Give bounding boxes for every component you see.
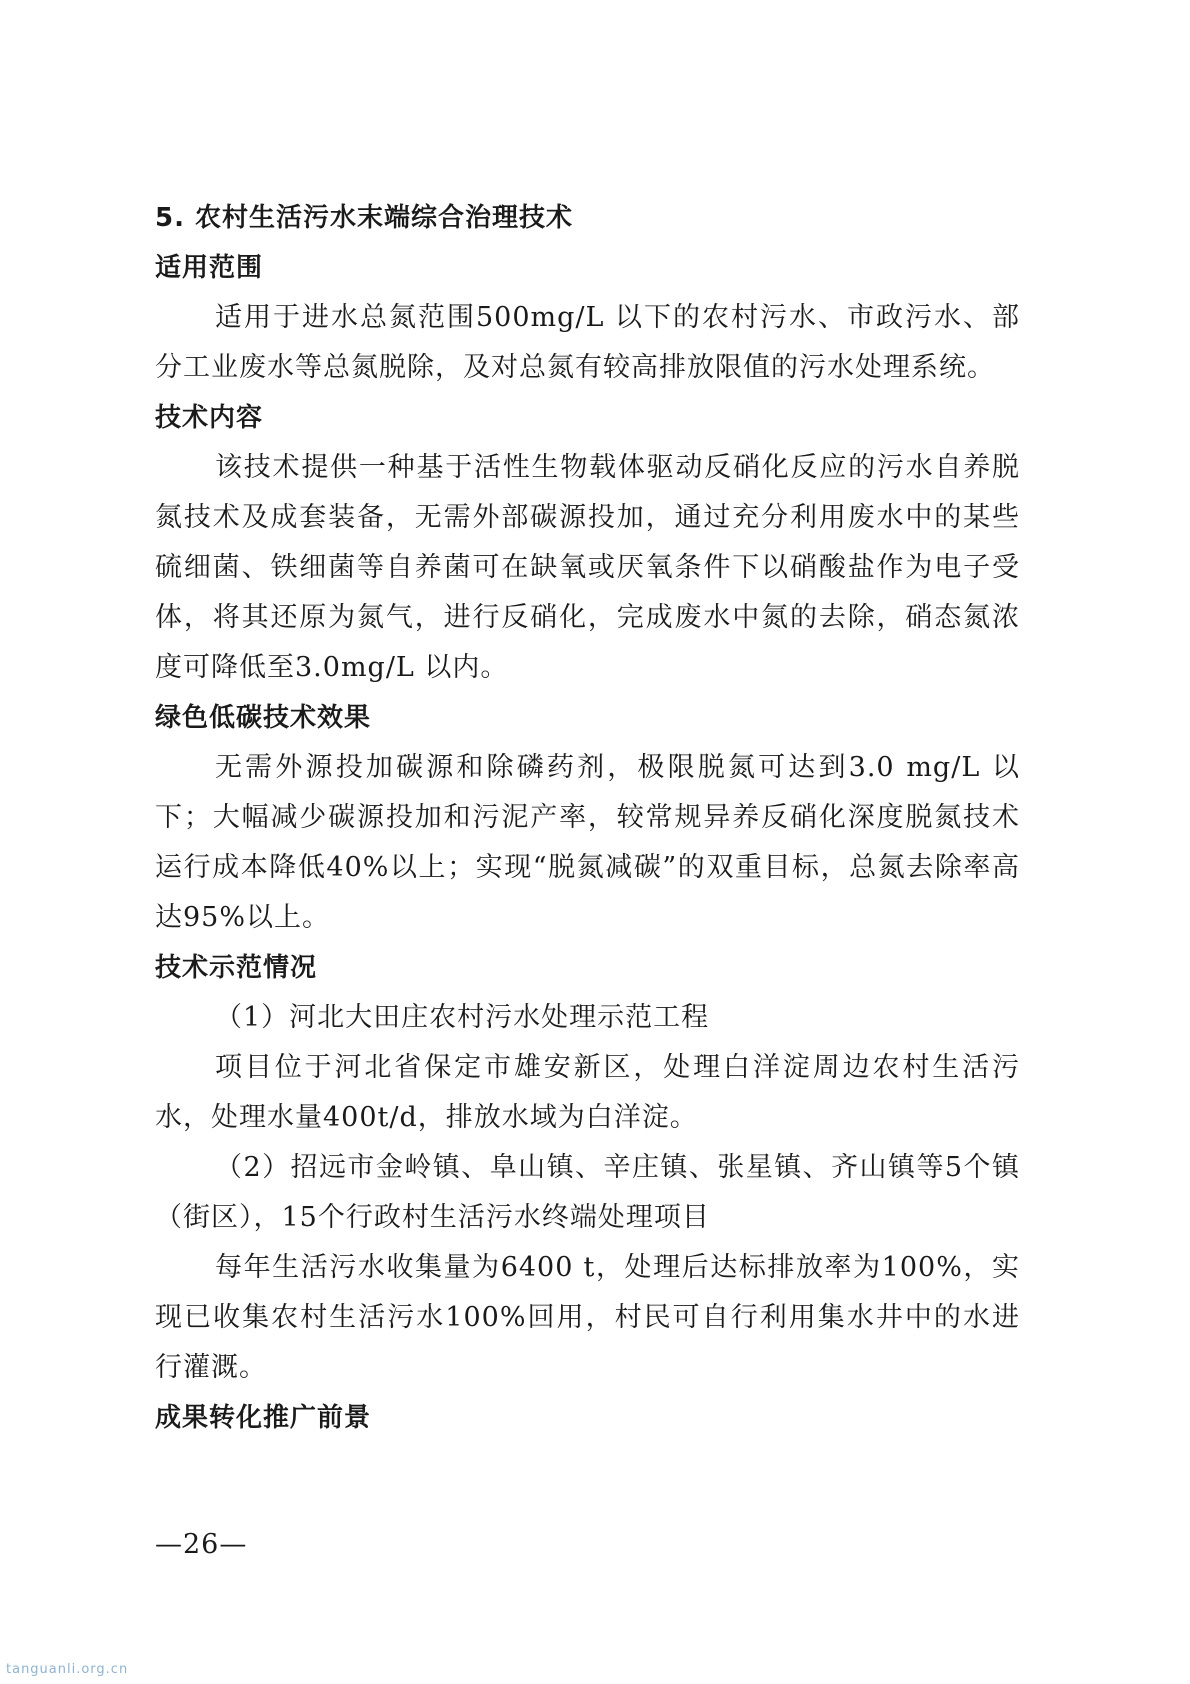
page-number: —26— <box>155 1529 248 1560</box>
prospect-heading: 成果转化推广前景 <box>155 1403 372 1433</box>
content-heading: 技术内容 <box>155 403 264 433</box>
demo-heading: 技术示范情况 <box>155 953 318 983</box>
watermark: tanguanli.org.cn <box>6 1662 129 1677</box>
content-paragraph: 该技术提供一种基于活性生物载体驱动反硝化反应的污水自养脱氮技术及成套装备，无需外部碳源投加，通过充分利用废水中的某些硫细菌、铁细菌等自养菌可在缺氧或厌氧条件下以硝酸盐作为电子受体，将其还原为氮气，进行反硝化，完成废水中氮的去除，硝态氮浓度可降低至3.0mg/L 以内。 <box>155 452 1020 683</box>
demo-case2-title: （2）招远市金岭镇、阜山镇、辛庄镇、张星镇、齐山镇等5个镇（街区），15个行政村生活污水终端处理项目 <box>155 1152 1020 1233</box>
scope-heading: 适用范围 <box>155 253 264 283</box>
effect-paragraph: 无需外源投加碳源和除磷药剂，极限脱氮可达到3.0 mg/L 以下；大幅减少碳源投加和污泥产率，较常规异养反硝化深度脱氮技术运行成本降低40%以上；实现“脱氮减碳”的双重目标，总氮去除率高达95%以上。 <box>155 752 1020 933</box>
demo-case1-paragraph: 项目位于河北省保定市雄安新区，处理白洋淀周边农村生活污水，处理水量400t/d，排放水域为白洋淀。 <box>155 1052 1020 1133</box>
effect-heading: 绿色低碳技术效果 <box>155 703 372 733</box>
section-title: 5. 农村生活污水末端综合治理技术 <box>155 203 574 233</box>
demo-case1-title: （1）河北大田庄农村污水处理示范工程 <box>215 1002 710 1033</box>
demo-case2-paragraph: 每年生活污水收集量为6400 t，处理后达标排放率为100%，实现已收集农村生活污水100%回用，村民可自行利用集水井中的水进行灌溉。 <box>155 1252 1020 1383</box>
document-body <box>155 193 1020 1443</box>
scope-paragraph: 适用于进水总氮范围500mg/L 以下的农村污水、市政污水、部分工业废水等总氮脱除，及对总氮有较高排放限值的污水处理系统。 <box>155 302 1020 383</box>
